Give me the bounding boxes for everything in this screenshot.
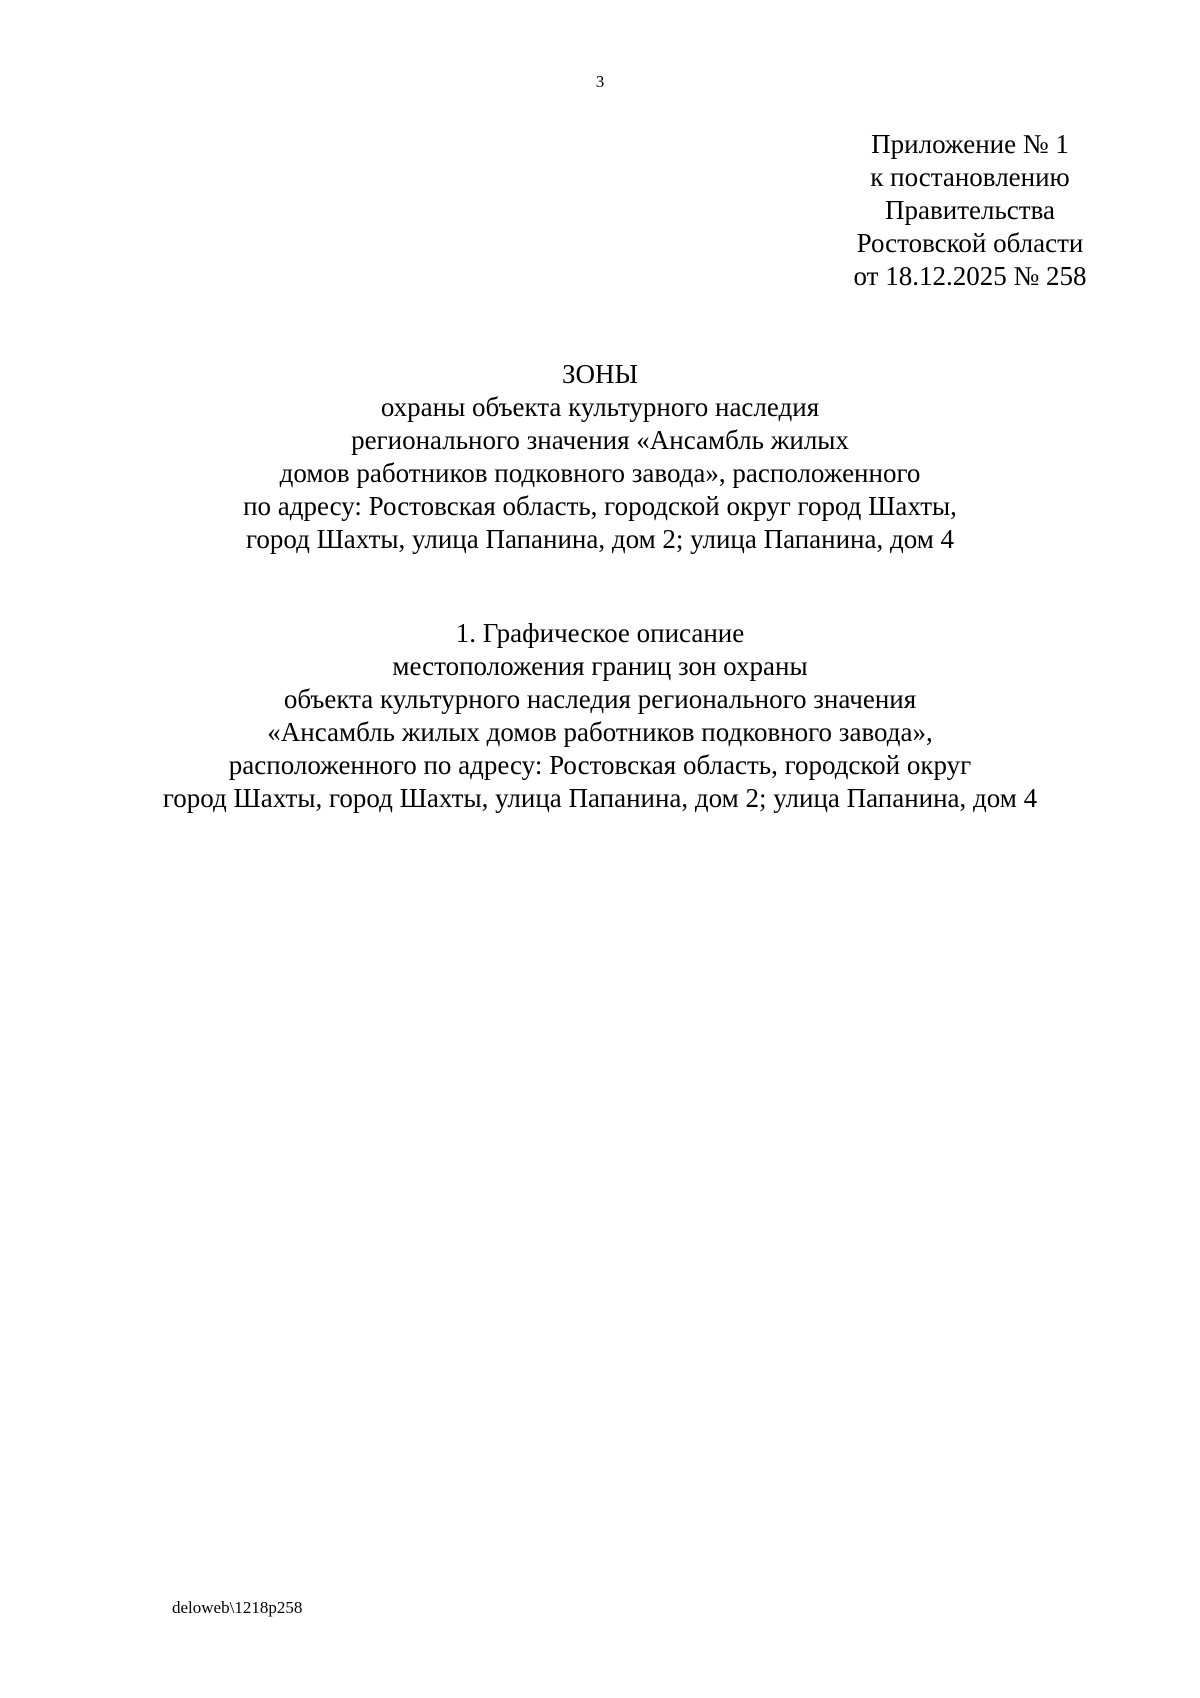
title-line: регионального значения «Ансамбль жилых: [351, 425, 849, 455]
appendix-block: [820, 128, 1120, 293]
title-line: по адресу: Ростовская область, городской округ город Шахты,: [243, 491, 957, 521]
appendix-line: к постановлению: [870, 162, 1070, 192]
section-line: «Ансамбль жилых домов работников подковного завода»,: [267, 717, 933, 747]
section-line: 1. Графическое описание: [455, 618, 745, 648]
title-line: охраны объекта культурного наследия: [380, 392, 820, 422]
appendix-line: Приложение № 1: [871, 129, 1069, 159]
section-line: город Шахты, город Шахты, улица Папанина, дом 2; улица Папанина, дом 4: [162, 783, 1038, 813]
section-line: местоположения границ зон охраны: [392, 651, 808, 681]
section-line: расположенного по адресу: Ростовская область, городской округ: [228, 750, 972, 780]
appendix-date-line: от 18.12.2025 № 258: [853, 261, 1087, 291]
title-line: домов работников подковного завода», расположенного: [279, 458, 921, 488]
title-heading: ЗОНЫ: [561, 359, 639, 389]
document-title: [0, 358, 1200, 556]
appendix-line: Ростовской области: [856, 228, 1084, 258]
page-number: 3: [595, 72, 605, 91]
title-line: город Шахты, улица Папанина, дом 2; улица Папанина, дом 4: [245, 524, 955, 554]
section-line: объекта культурного наследия регионального значения: [283, 684, 917, 714]
section-heading: [0, 617, 1200, 815]
appendix-line: Правительства: [885, 195, 1055, 225]
footer-document-code: deloweb\1218p258: [172, 1598, 303, 1617]
